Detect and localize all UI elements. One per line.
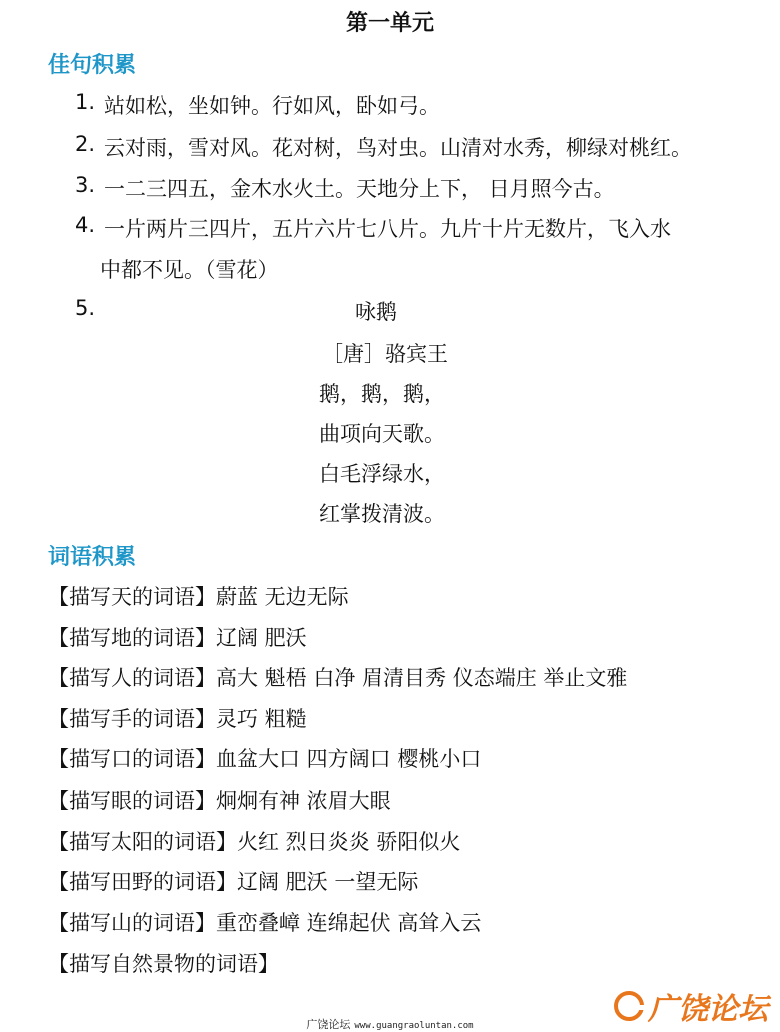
sentence-number: 5. bbox=[75, 296, 96, 320]
sentence-text: 云对雨，雪对风。花对树，鸟对虫。山清对水秀，柳绿对桃红。 bbox=[104, 136, 692, 160]
word-row: 【描写自然景物的词语】 bbox=[48, 952, 279, 976]
site-logo bbox=[614, 986, 768, 1026]
word-row: 【描写田野的词语】辽阔 肥沃 一望无际 bbox=[48, 870, 419, 894]
sentence-number: 3. bbox=[75, 173, 96, 197]
word-row: 【描写地的词语】辽阔 肥沃 bbox=[48, 626, 307, 650]
word-row: 【描写太阳的词语】火红 烈日炎炎 骄阳似火 bbox=[48, 830, 461, 854]
sentence-text: 站如松，坐如钟。行如风，卧如弓。 bbox=[104, 94, 440, 118]
sentence-text: 一片两片三四片，五片六片七八片。九片十片无数片，飞入水 bbox=[104, 217, 671, 241]
page-title: 第一单元 bbox=[345, 11, 434, 36]
word-row: 【描写天的词语】蔚蓝 无边无际 bbox=[48, 585, 349, 609]
poem-line: 鹅，鹅，鹅， bbox=[319, 382, 445, 406]
logo-g-icon bbox=[614, 991, 644, 1021]
footer-site-name: 广饶论坛 bbox=[306, 1018, 351, 1031]
poem-title: 咏鹅 bbox=[355, 300, 397, 324]
logo-text: 广饶论坛 bbox=[648, 992, 768, 1027]
section-heading-words: 词语积累 bbox=[48, 545, 137, 570]
poem-author: ［唐］骆宾王 bbox=[322, 342, 448, 366]
sentence-number: 4. bbox=[75, 213, 96, 237]
sentence-text-continued: 中都不见。（雪花） bbox=[100, 258, 279, 282]
word-row: 【描写口的词语】血盆大口 四方阔口 樱桃小口 bbox=[48, 747, 482, 771]
poem-line: 曲项向天歌。 bbox=[319, 422, 445, 446]
word-row: 【描写手的词语】灵巧 粗糙 bbox=[48, 707, 307, 731]
word-row: 【描写人的词语】高大 魁梧 白净 眉清目秀 仪态端庄 举止文雅 bbox=[48, 666, 628, 690]
word-row: 【描写眼的词语】炯炯有神 浓眉大眼 bbox=[48, 789, 391, 813]
poem-line: 红掌拨清波。 bbox=[319, 502, 445, 526]
word-row: 【描写山的词语】重峦叠嶂 连绵起伏 高耸入云 bbox=[48, 911, 482, 935]
sentence-number: 1. bbox=[75, 90, 96, 114]
sentence-number: 2. bbox=[75, 132, 96, 156]
poem-line: 白毛浮绿水， bbox=[319, 462, 445, 486]
footer-url[interactable]: www.guangraoluntan.com bbox=[354, 1021, 474, 1031]
sentence-text: 一二三四五，金木水火土。天地分上下， 日月照今古。 bbox=[104, 177, 615, 201]
section-heading-sentences: 佳句积累 bbox=[48, 53, 137, 78]
